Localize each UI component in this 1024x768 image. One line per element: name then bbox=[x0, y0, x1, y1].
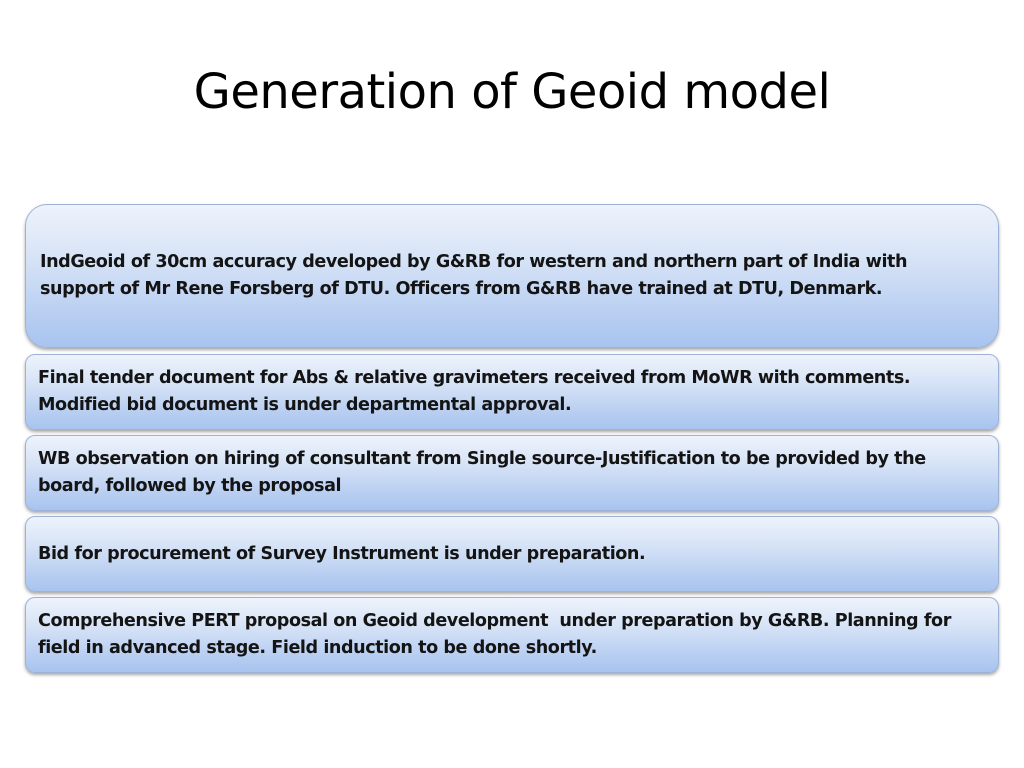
info-panel-text: Final tender document for Abs & relative gravimeters received from MoWR with comments. Modified bid document is under departmental approval. bbox=[38, 368, 916, 415]
info-panel-text: Comprehensive PERT proposal on Geoid development under preparation by G&RB. Planning for field in advanced stage. Field induction to be done shortly. bbox=[38, 611, 957, 658]
info-panel-text: Bid for procurement of Survey Instrument is under preparation. bbox=[38, 543, 646, 564]
info-panel-wb-observation bbox=[25, 435, 999, 511]
info-panel-bid-procurement bbox=[25, 516, 999, 592]
info-panel-indgeoid bbox=[25, 204, 999, 348]
info-panel-text: IndGeoid of 30cm accuracy developed by G&RB for western and northern part of India with support of Mr Rene Forsberg of DTU. Officers from G&RB have trained at DTU, Denmark. bbox=[40, 252, 913, 299]
info-panel-text: WB observation on hiring of consultant from Single source-Justification to be provided by the board, followed by the proposal bbox=[38, 449, 932, 496]
info-panel-tender-document bbox=[25, 354, 999, 430]
slide-title: Generation of Geoid model bbox=[193, 64, 831, 120]
info-panel-pert-proposal bbox=[25, 597, 999, 673]
